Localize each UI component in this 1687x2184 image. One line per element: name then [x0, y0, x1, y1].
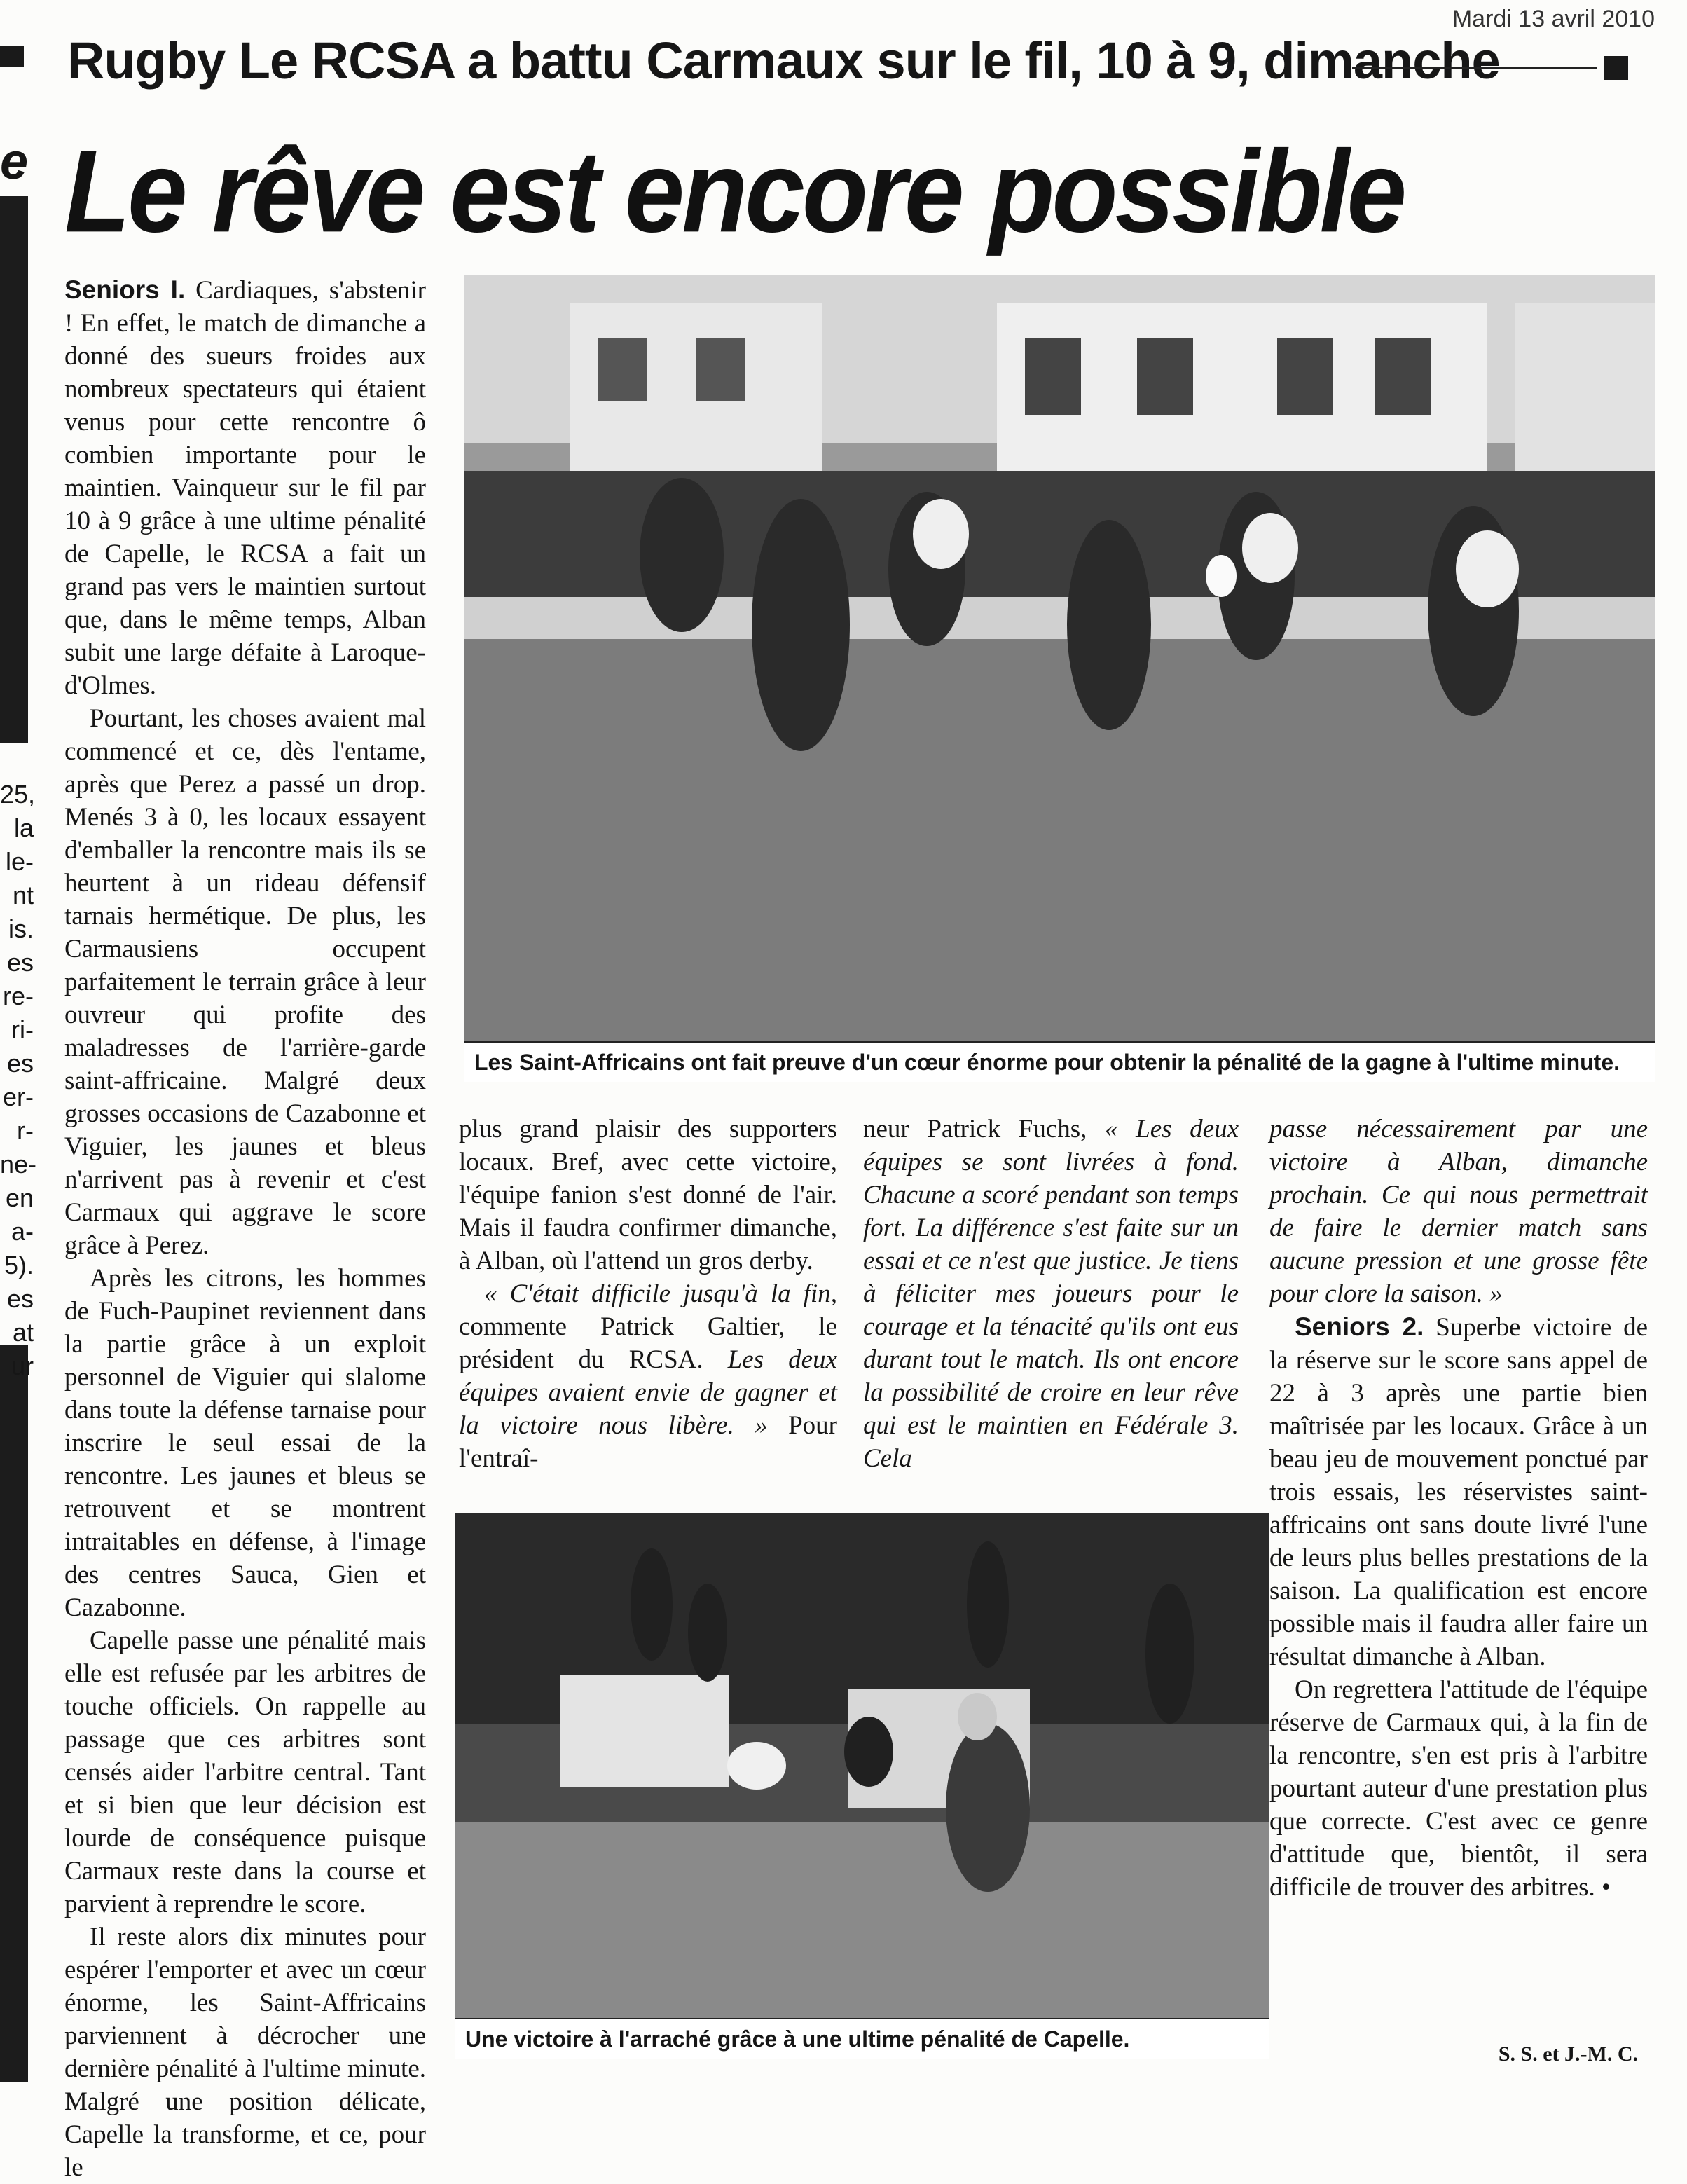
kicker-subtitle: Le RCSA a battu Carmaux sur le fil, 10 à 9, dimanche — [238, 32, 1500, 90]
article-paragraph: Il reste alors dix minutes pour espérer l'emporter et avec un cœur énorme, les Saint-Affricains parviennent à décrocher une dernière pénalité à l'ultime minute. Malgré une position délicate, Capelle la transforme, et ce, pour le — [64, 1923, 426, 2182]
match-photo-top — [464, 275, 1655, 1041]
article-paragraph: Pourtant, les choses avaient mal commencé et ce, dès l'entame, après que Perez a passé un drop. Menés 3 à 0, les locaux essayent d'emballer la rencontre mais ils se heurtent à un rideau défensif tarnais hermétique. De plus, les Carmausiens occupent parfaitement le terrain grâce à leur ouvreur qui profite des maladresses de l'arrière-garde saint-affricaine. Malgré deux grosses occasions de Cazabonne et Viguier, les jaunes et bleus n'arrivent pas à revenir et c'est Carmaux qui aggrave le score grâce à Perez. — [64, 704, 426, 1260]
edge-fragment: 25, — [0, 780, 36, 809]
edge-fragment: at — [12, 1318, 34, 1347]
paragraph-text: Pour l'entraî- — [459, 1411, 837, 1473]
quote-text: « C'était difficile jusqu'à la fin, — [484, 1279, 837, 1308]
kicker-rule — [1352, 67, 1597, 69]
edge-fragment: ne- — [0, 1150, 37, 1179]
author-signature: S. S. et J.-M. C. — [1498, 2042, 1638, 2066]
photo-caption-top: Les Saint-Affricains ont fait preuve d'un cœur énorme pour obtenir la pénalité de la gagne à l'ultime minute. — [464, 1041, 1655, 1082]
edge-column-bar-bottom — [0, 1345, 28, 2082]
edge-fragment: er- — [3, 1083, 34, 1111]
kicker-square — [1604, 56, 1628, 80]
photo-caption-bottom: Une victoire à l'arraché grâce à une ultime pénalité de Capelle. — [455, 2018, 1269, 2059]
article-paragraph — [64, 273, 426, 702]
article-column-1 — [64, 273, 427, 2182]
edge-column-bar-top — [0, 196, 28, 743]
quote-text: Les deux équipes avaient envie de gagner et la victoire nous libère. » — [459, 1345, 838, 1440]
page-title: Le rêve est encore possible — [64, 126, 1405, 257]
paragraph-text: Superbe victoire de la réserve sur le score sans appel de 22 à 3 après une partie bien maîtrisée par les locaux. Grâce à un beau jeu de mouvement ponctué par trois essais, les réservistes saint-affricains ont sans doute livré l'une de leurs plus belles prestations de la saison. La qualification est encore possible mais il faudra aller faire un résultat dimanche à Alban. — [1269, 1313, 1648, 1671]
kicker — [67, 31, 1500, 90]
edge-fragments — [0, 778, 35, 1383]
edge-fragment: 5). — [4, 1251, 34, 1279]
edge-letter: e — [0, 134, 29, 190]
edge-fragment: is. — [8, 914, 34, 943]
article-paragraph: Capelle passe une pénalité mais elle est refusée par les arbitres de touche officiels. On rappelle au passage que ces arbitres sont censés aider l'arbitre central. Tant et si bien que leur décision est lourde de conséquence puisque Carmaux reste dans la course et parvient à reprendre le score. — [64, 1626, 426, 1918]
article-paragraph: Après les citrons, les hommes de Fuch-Paupinet reviennent dans la partie grâce à un exploit personnel de Viguier qui slalome dans toute la défense tarnaise pour inscrire le seul essai de la rencontre. Les jaunes et bleus se retrouvent et se montrent intraitables en défense, à l'image des centres Sauca, Gien et Cazabonne. — [64, 1264, 426, 1622]
section-lead: Seniors I. — [64, 275, 186, 304]
article-column-2 — [459, 1113, 837, 1519]
edge-fragment: la — [13, 813, 34, 842]
article-paragraph — [863, 1113, 1239, 1475]
paragraph-text: neur Patrick Fuchs, — [863, 1115, 1106, 1143]
match-photo-bottom — [455, 1513, 1269, 2018]
rubric-label: Rugby — [67, 32, 226, 90]
edge-fragment: es — [6, 1284, 34, 1313]
article-column-4 — [1269, 1113, 1648, 2031]
article-paragraph — [1269, 1310, 1648, 1673]
quote-text: « Les deux équipes se sont livrées à fond. Chacune a scoré pendant son temps fort. La différence s'est faite sur un essai et ce n'est que justice. Je tiens à féliciter mes joueurs pour le courage et la ténacité qu'ils ont eus durant tout le match. Ils ont encore la possibilité de croire en leur rêve qui est le maintien en Fédérale 3. Cela — [863, 1115, 1239, 1473]
article-column-3 — [863, 1113, 1239, 1519]
edge-fragment: nt — [12, 881, 34, 909]
publication-date: Mardi 13 avril 2010 — [1452, 6, 1655, 32]
section-lead: Seniors 2. — [1295, 1312, 1424, 1341]
edge-fragment: re- — [3, 982, 34, 1010]
paragraph-text: Cardiaques, s'abstenir ! En effet, le match de dimanche a donné des sueurs froides aux nombreux spectateurs qui étaient venus pour cette rencontre ô combien importante pour le maintien. Vainqueur sur le fil par 10 à 9 grâce à une ultime pénalité de Capelle, le RCSA a fait un grand pas vers le maintien surtout que, dans le même temps, Alban subit une large défaite à Laroque-d'Olmes. — [64, 276, 427, 700]
article-paragraph — [459, 1277, 837, 1475]
edge-fragment: ri- — [11, 1015, 34, 1044]
edge-fragment: le- — [5, 847, 34, 876]
edge-fragment: a- — [11, 1217, 34, 1246]
article-paragraph: passe nécessairement par une victoire à Alban, dimanche prochain. Ce qui nous permettrait de faire le dernier match sans aucune pression et une grosse fête pour clore la saison. » — [1269, 1115, 1648, 1308]
edge-fragment: es — [6, 1049, 34, 1078]
paragraph-text: commente Patrick Galtier, le président du RCSA. — [459, 1312, 837, 1374]
edge-square-marker — [0, 46, 24, 67]
article-paragraph: On regrettera l'attitude de l'équipe réserve de Carmaux qui, à la fin de la rencontre, s'en est pris à l'arbitre pourtant auteur d'une prestation plus que correcte. C'est avec ce genre d'attitude que, bientôt, il sera difficile de trouver des arbitres. • — [1269, 1675, 1648, 1902]
edge-fragment: es — [6, 948, 34, 977]
edge-fragment: ur — [11, 1352, 34, 1380]
article-paragraph: plus grand plaisir des supporters locaux. Bref, avec cette victoire, l'équipe fanion s'est donné de l'air. Mais il faudra confirmer dimanche, à Alban, où l'attend un gros derby. — [459, 1115, 837, 1275]
match-photo-bottom-image — [455, 1513, 1269, 2018]
edge-fragment: en — [5, 1183, 34, 1212]
match-photo-top-image — [464, 275, 1655, 1041]
edge-fragment: r- — [17, 1116, 34, 1145]
